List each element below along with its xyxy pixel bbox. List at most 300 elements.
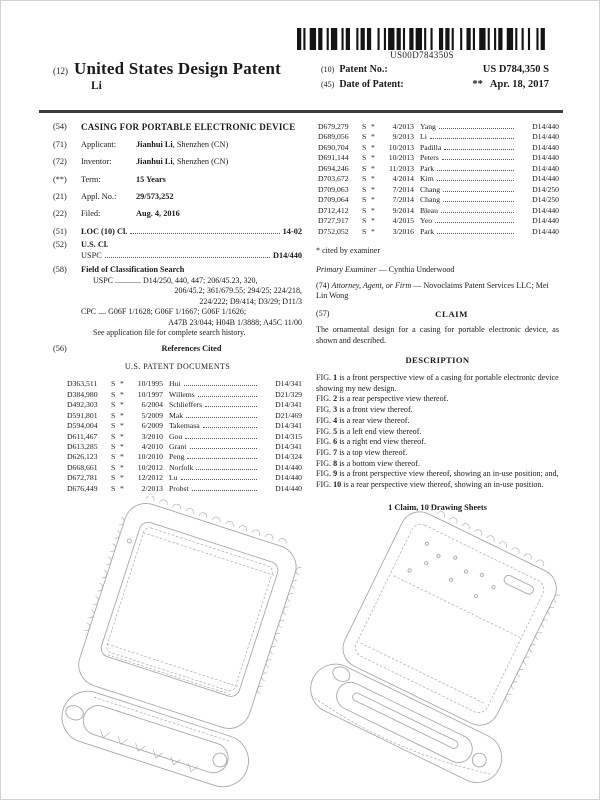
ref-name: Willems xyxy=(169,389,195,399)
reference-row xyxy=(318,185,559,195)
ref-name: Yeo xyxy=(420,216,433,226)
search-history-note: See application file for complete search history. xyxy=(93,328,246,338)
figure-description-line xyxy=(316,416,559,427)
ref-kind: S xyxy=(111,452,116,462)
ref-date: 7/2014 xyxy=(392,184,414,194)
ref-date: 3/2016 xyxy=(392,226,414,236)
ref-kind: S xyxy=(111,462,116,472)
reference-row xyxy=(318,164,559,174)
ref-date: 4/2010 xyxy=(141,441,163,451)
dot-leader xyxy=(439,128,514,129)
ref-kind: S xyxy=(362,153,367,163)
claims-sheets-note: 1 Claim, 10 Drawing Sheets xyxy=(388,502,487,512)
ref-class: D14/324 xyxy=(275,452,302,462)
reference-row xyxy=(67,432,302,442)
ref-class: D14/341 xyxy=(275,421,302,431)
cited-by-examiner-note: * cited by examiner xyxy=(316,246,381,256)
ref-kind: S xyxy=(111,431,116,441)
ref-kind: S xyxy=(362,142,367,152)
date-stars: ** xyxy=(472,79,483,90)
us-patent-documents-heading: U.S. PATENT DOCUMENTS xyxy=(124,361,231,371)
loc-value: 14-02 xyxy=(282,226,302,236)
loc-class-entry xyxy=(53,227,302,238)
ref-number: D594,004 xyxy=(67,421,98,431)
uspc-search-line: USPC ............. D14/250, 440, 447; 206/45.23, 320, xyxy=(93,275,258,285)
ref-star: * xyxy=(371,142,375,152)
fig-word: FIG. xyxy=(316,405,332,415)
ref-star: * xyxy=(120,389,124,399)
ref-kind: S xyxy=(362,226,367,236)
ref-date: 4/2014 xyxy=(392,174,414,184)
patent-no-code: (10) xyxy=(321,65,335,74)
reference-row xyxy=(67,463,302,473)
uspc-value: D14/440 xyxy=(272,251,302,261)
fig-number: 1 xyxy=(333,373,338,383)
dot-leader xyxy=(196,469,257,470)
dot-leader xyxy=(205,406,257,407)
references-table-right xyxy=(316,122,559,237)
inventor-label: Inventor: xyxy=(81,157,112,167)
ref-name: Kim xyxy=(420,174,434,184)
applicant-name: Jianhui Li xyxy=(136,140,173,150)
ref-star: * xyxy=(120,410,124,420)
fig-text: is a front perspective view of a casing for portable electronic device showing my new design. xyxy=(316,373,559,393)
ref-class: D14/440 xyxy=(532,205,559,215)
dot-leader xyxy=(192,490,257,491)
fig-number: 3 xyxy=(333,405,338,415)
reference-row xyxy=(318,227,559,237)
ref-star: * xyxy=(120,441,124,451)
ref-date: 12/2012 xyxy=(137,473,163,483)
ref-kind: S xyxy=(362,216,367,226)
ref-class: D14/250 xyxy=(532,184,559,194)
field-code: (56) xyxy=(53,344,67,353)
fig-word: FIG. xyxy=(316,415,332,425)
appl-no-label: Appl. No.: xyxy=(81,192,117,202)
uspc-label: USPC xyxy=(81,251,102,261)
ref-star: * xyxy=(371,205,375,215)
ref-class: D14/341 xyxy=(275,379,302,389)
dot-leader xyxy=(437,180,514,181)
ref-number: D591,801 xyxy=(67,410,98,420)
right-column xyxy=(316,122,559,513)
inventor-name: Jianhui Li xyxy=(136,157,173,167)
field-code: (71) xyxy=(53,140,67,150)
reference-row xyxy=(67,442,302,452)
reference-row xyxy=(318,153,559,163)
reference-row xyxy=(67,400,302,410)
ref-star: * xyxy=(120,431,124,441)
dot-leader xyxy=(443,191,514,192)
ref-kind: S xyxy=(362,184,367,194)
reference-row xyxy=(318,174,559,184)
claim-text: The ornamental design for a casing for portable electronic device, as shown and described. xyxy=(316,325,559,346)
classification-lines xyxy=(81,276,302,339)
ref-name: Lu xyxy=(169,473,178,483)
cpc-search-line: CPC .... G06F 1/1628; G06F 1/1667; G06F 1/1626; xyxy=(81,307,247,317)
ref-name: Hui xyxy=(169,379,181,389)
ref-star: * xyxy=(371,132,375,142)
ref-name: Peters xyxy=(420,153,439,163)
dot-leader xyxy=(181,479,257,480)
ref-number: D709,064 xyxy=(318,195,349,205)
ref-date: 10/2013 xyxy=(388,142,414,152)
ref-number: D676,449 xyxy=(67,483,98,493)
reference-row xyxy=(67,484,302,494)
ref-kind: S xyxy=(362,163,367,173)
rear-perspective-drawing xyxy=(301,496,567,796)
ref-number: D689,056 xyxy=(318,132,349,142)
attorney-value: — Novoclaims Patent Services LLC; Mei Lin Wong xyxy=(316,280,549,301)
ref-class: D14/440 xyxy=(532,226,559,236)
ref-kind: S xyxy=(111,379,116,389)
reference-row xyxy=(67,421,302,431)
reference-row xyxy=(318,132,559,142)
ref-kind: S xyxy=(111,441,116,451)
patent-number-row xyxy=(321,64,549,75)
ref-date: 9/2014 xyxy=(392,205,414,215)
ref-number: D668,661 xyxy=(67,462,98,472)
ref-number: D709,063 xyxy=(318,184,349,194)
ref-number: D712,412 xyxy=(318,205,349,215)
left-column xyxy=(53,122,302,513)
examiner-label: Primary Examiner xyxy=(316,264,377,274)
ref-star: * xyxy=(120,400,124,410)
ref-class: D14/250 xyxy=(532,195,559,205)
fig-text: is a top view thereof. xyxy=(339,447,408,457)
fig-text: is a right end view thereof. xyxy=(339,437,426,447)
figure-description-line xyxy=(316,480,559,491)
ref-kind: S xyxy=(111,473,116,483)
uspc-search-line: 206/45.2; 361/679.55; 294/25; 224/218, xyxy=(174,286,302,296)
dot-leader xyxy=(198,396,257,397)
page-body xyxy=(53,122,559,513)
fig-number: 9 xyxy=(333,469,338,479)
figure-description-line xyxy=(316,405,559,416)
filed-entry xyxy=(53,209,302,220)
date-label: Date of Patent: xyxy=(339,79,404,90)
figure-description-line xyxy=(316,469,559,480)
ref-name: Park xyxy=(420,226,435,236)
term-label: Term: xyxy=(81,174,101,184)
ref-star: * xyxy=(371,122,375,131)
claim-code: (57) xyxy=(316,308,330,318)
term-entry xyxy=(53,175,302,186)
primary-examiner-line xyxy=(316,265,559,276)
patent-date-row xyxy=(321,79,549,90)
dot-leader xyxy=(444,149,514,150)
field-code: (21) xyxy=(53,192,67,202)
figure-description-line xyxy=(316,373,559,394)
dot-leader xyxy=(184,385,257,386)
references-table-left xyxy=(53,379,302,494)
ref-class: D14/440 xyxy=(275,483,302,493)
applicant-label: Applicant: xyxy=(81,140,117,150)
ref-class: D14/341 xyxy=(275,441,302,451)
us-class-entry xyxy=(53,240,302,262)
filed-value: Aug. 4, 2016 xyxy=(136,209,180,219)
front-perspective-drawing xyxy=(59,496,307,796)
kind-code: (12) xyxy=(53,66,68,76)
fig-word: FIG. xyxy=(316,426,332,436)
ref-kind: S xyxy=(111,421,116,431)
ref-number: D703,672 xyxy=(318,174,349,184)
field-code: (58) xyxy=(53,264,67,274)
ref-kind: S xyxy=(111,410,116,420)
ref-number: D690,704 xyxy=(318,142,349,152)
loc-label: LOC (10) Cl. xyxy=(81,226,128,236)
fig-word: FIG. xyxy=(316,447,332,457)
reference-row xyxy=(67,452,302,462)
fig-number: 5 xyxy=(333,426,338,436)
ref-star: * xyxy=(120,462,124,472)
ref-date: 9/2013 xyxy=(392,132,414,142)
ref-class: D14/341 xyxy=(275,400,302,410)
ref-star: * xyxy=(120,483,124,493)
inventor-rest: , Shenzhen (CN) xyxy=(172,157,229,167)
ref-star: * xyxy=(120,421,124,431)
fig-word: FIG. xyxy=(316,458,332,468)
ref-number: D679,279 xyxy=(318,122,349,131)
inventor-surname: Li xyxy=(91,80,102,92)
ref-date: 3/2010 xyxy=(141,431,163,441)
ref-class: D14/440 xyxy=(532,153,559,163)
ref-name: Li xyxy=(420,132,427,142)
ref-number: D384,980 xyxy=(67,389,98,399)
field-code: (52) xyxy=(53,240,67,250)
figure-description-line xyxy=(316,394,559,405)
dot-leader xyxy=(435,222,514,223)
figure-description-line xyxy=(316,459,559,470)
ref-number: D727,917 xyxy=(318,216,349,226)
reference-row xyxy=(67,390,302,400)
focs-label: Field of Classification Search xyxy=(81,264,185,274)
ref-name: Yang xyxy=(420,122,436,131)
cpc-search-line: A47B 23/044; H04B 1/3888; A45C 11/00 xyxy=(168,317,302,327)
header-divider xyxy=(39,110,563,113)
field-code: (72) xyxy=(53,157,67,167)
dot-leader xyxy=(437,233,514,234)
ref-class: D14/440 xyxy=(275,473,302,483)
ref-date: 10/1995 xyxy=(137,379,163,389)
ref-class: D14/440 xyxy=(532,174,559,184)
ref-name: Schlieffers xyxy=(169,400,203,410)
ref-star: * xyxy=(371,174,375,184)
dot-leader xyxy=(443,201,514,202)
fig-word: FIG. xyxy=(316,469,332,479)
ref-star: * xyxy=(371,226,375,236)
ref-number: D492,303 xyxy=(67,400,98,410)
barcode-text: US00D784350S xyxy=(390,50,454,60)
ref-date: 10/2012 xyxy=(137,462,163,472)
ref-star: * xyxy=(371,153,375,163)
dot-leader xyxy=(105,257,270,258)
ref-class: D14/440 xyxy=(532,216,559,226)
ref-kind: S xyxy=(111,483,116,493)
ref-number: D672,781 xyxy=(67,473,98,483)
ref-kind: S xyxy=(362,205,367,215)
description-heading: DESCRIPTION xyxy=(405,354,470,365)
dot-leader xyxy=(442,159,514,160)
dot-leader xyxy=(186,417,257,418)
appl-no-entry xyxy=(53,192,302,203)
ref-date: 4/2015 xyxy=(392,216,414,226)
fig-word: FIG. xyxy=(316,437,332,447)
ref-date: 5/2009 xyxy=(141,410,163,420)
ref-class: D21/469 xyxy=(275,410,302,420)
header-right xyxy=(321,64,549,94)
ref-kind: S xyxy=(111,389,116,399)
fig-text: is a bottom view thereof. xyxy=(339,458,420,468)
reference-row xyxy=(67,379,302,389)
barcode xyxy=(297,28,547,60)
field-code: (22) xyxy=(53,209,67,219)
fig-text: is a front perspective view thereof, showing an in-use position; and, xyxy=(339,469,559,479)
field-code: (**) xyxy=(53,174,67,184)
ref-number: D626,123 xyxy=(67,452,98,462)
document-title: United States Design Patent xyxy=(74,59,282,78)
ref-date: 2/2013 xyxy=(141,483,163,493)
ref-class: D14/440 xyxy=(532,132,559,142)
uscl-label: U.S. Cl. xyxy=(81,240,109,250)
references-heading-row xyxy=(53,344,302,355)
ref-kind: S xyxy=(362,174,367,184)
uspc-search-line: 224/222; D9/414; D3/29; D11/3 xyxy=(199,296,302,306)
reference-row xyxy=(67,411,302,421)
fig-number: 2 xyxy=(333,394,338,404)
fig-number: 4 xyxy=(333,415,338,425)
ref-date: 4/2013 xyxy=(392,122,414,131)
dot-leader xyxy=(203,427,257,428)
barcode-bars-icon xyxy=(297,28,547,50)
ref-name: Takemasa xyxy=(169,421,200,431)
term-value: 15 Years xyxy=(136,174,166,184)
fig-number: 10 xyxy=(333,479,342,489)
ref-number: D691,144 xyxy=(318,153,349,163)
fig-text: is a rear perspective view thereof. xyxy=(339,394,449,404)
fig-text: is a front view thereof. xyxy=(339,405,413,415)
filed-label: Filed: xyxy=(81,209,101,219)
fig-word: FIG. xyxy=(316,479,332,489)
reference-row xyxy=(318,195,559,205)
fig-number: 8 xyxy=(333,458,338,468)
ref-name: Peng xyxy=(169,452,185,462)
figure-description-line xyxy=(316,427,559,438)
ref-kind: S xyxy=(362,132,367,142)
ref-class: D14/315 xyxy=(275,431,302,441)
ref-date: 10/1997 xyxy=(137,389,163,399)
ref-number: D752,052 xyxy=(318,226,349,236)
ref-number: D694,246 xyxy=(318,163,349,173)
reference-row xyxy=(318,206,559,216)
ref-name: Padilla xyxy=(420,142,442,152)
field-code: (51) xyxy=(53,226,67,236)
fig-word: FIG. xyxy=(316,394,332,404)
ref-class: D21/329 xyxy=(275,389,302,399)
ref-name: Mak xyxy=(169,410,184,420)
attorney-label: Attorney, Agent, or Firm xyxy=(331,280,412,290)
ref-kind: S xyxy=(362,122,367,131)
ref-date: 11/2013 xyxy=(389,163,414,173)
ref-kind: S xyxy=(111,400,116,410)
reference-row xyxy=(318,143,559,153)
fig-text: is a rear view thereof. xyxy=(339,415,410,425)
ref-number: D363,511 xyxy=(67,379,98,389)
ref-star: * xyxy=(371,195,375,205)
ref-star: * xyxy=(120,473,124,483)
fig-word: FIG. xyxy=(316,373,332,383)
ref-name: Park xyxy=(420,163,435,173)
date-value: Apr. 18, 2017 xyxy=(489,79,549,90)
fig-number: 7 xyxy=(333,447,338,457)
ref-class: D14/440 xyxy=(532,163,559,173)
reference-row xyxy=(318,122,559,132)
ref-date: 10/2010 xyxy=(137,452,163,462)
fig-text: is a rear perspective view thereof, showing an in-use position. xyxy=(343,479,544,489)
ref-number: D613,285 xyxy=(67,441,98,451)
dot-leader xyxy=(430,138,514,139)
applicant-rest: , Shenzhen (CN) xyxy=(172,140,229,150)
ref-name: Gou xyxy=(169,431,183,441)
ref-name: Norfolk xyxy=(169,462,194,472)
field-of-search-entry xyxy=(53,265,302,339)
title-entry xyxy=(53,122,302,134)
ref-star: * xyxy=(120,452,124,462)
claim-heading-row xyxy=(316,309,559,321)
ref-number: D611,467 xyxy=(67,431,98,441)
dot-leader xyxy=(437,170,514,171)
header-left xyxy=(53,59,281,92)
ref-name: Grant xyxy=(169,441,187,451)
dot-leader xyxy=(441,212,514,213)
ref-date: 10/2013 xyxy=(388,153,414,163)
figure-description-line xyxy=(316,437,559,448)
ref-date: 7/2014 xyxy=(392,195,414,205)
ref-class: D14/440 xyxy=(532,122,559,131)
figure-descriptions xyxy=(316,373,559,490)
dot-leader xyxy=(190,448,257,449)
reference-row xyxy=(67,473,302,483)
invention-title: CASING FOR PORTABLE ELECTRONIC DEVICE xyxy=(81,122,296,132)
field-code: (54) xyxy=(53,122,67,131)
ref-name: Chang xyxy=(420,195,441,205)
drawing-sheet xyxy=(1,494,600,800)
ref-kind: S xyxy=(362,195,367,205)
ref-name: Probst xyxy=(169,483,189,493)
dot-leader xyxy=(130,233,279,234)
dot-leader xyxy=(185,438,257,439)
inventor-entry xyxy=(53,157,302,168)
figure-description-line xyxy=(316,448,559,459)
ref-star: * xyxy=(371,216,375,226)
ref-star: * xyxy=(371,163,375,173)
applicant-entry xyxy=(53,140,302,151)
attorney-line xyxy=(316,281,559,302)
ref-name: Chang xyxy=(420,184,441,194)
dot-leader xyxy=(187,458,257,459)
ref-class: D14/440 xyxy=(532,142,559,152)
ref-date: 6/2004 xyxy=(141,400,163,410)
appl-no-value: 29/573,252 xyxy=(136,192,174,202)
fig-text: is a left end view thereof. xyxy=(339,426,422,436)
claim-heading: CLAIM xyxy=(435,308,468,319)
date-code: (45) xyxy=(321,80,335,89)
patent-no-label: Patent No.: xyxy=(339,64,388,75)
reference-row xyxy=(318,216,559,226)
ref-star: * xyxy=(371,184,375,194)
ref-star: * xyxy=(120,379,124,389)
ref-name: Bleau xyxy=(420,205,438,215)
